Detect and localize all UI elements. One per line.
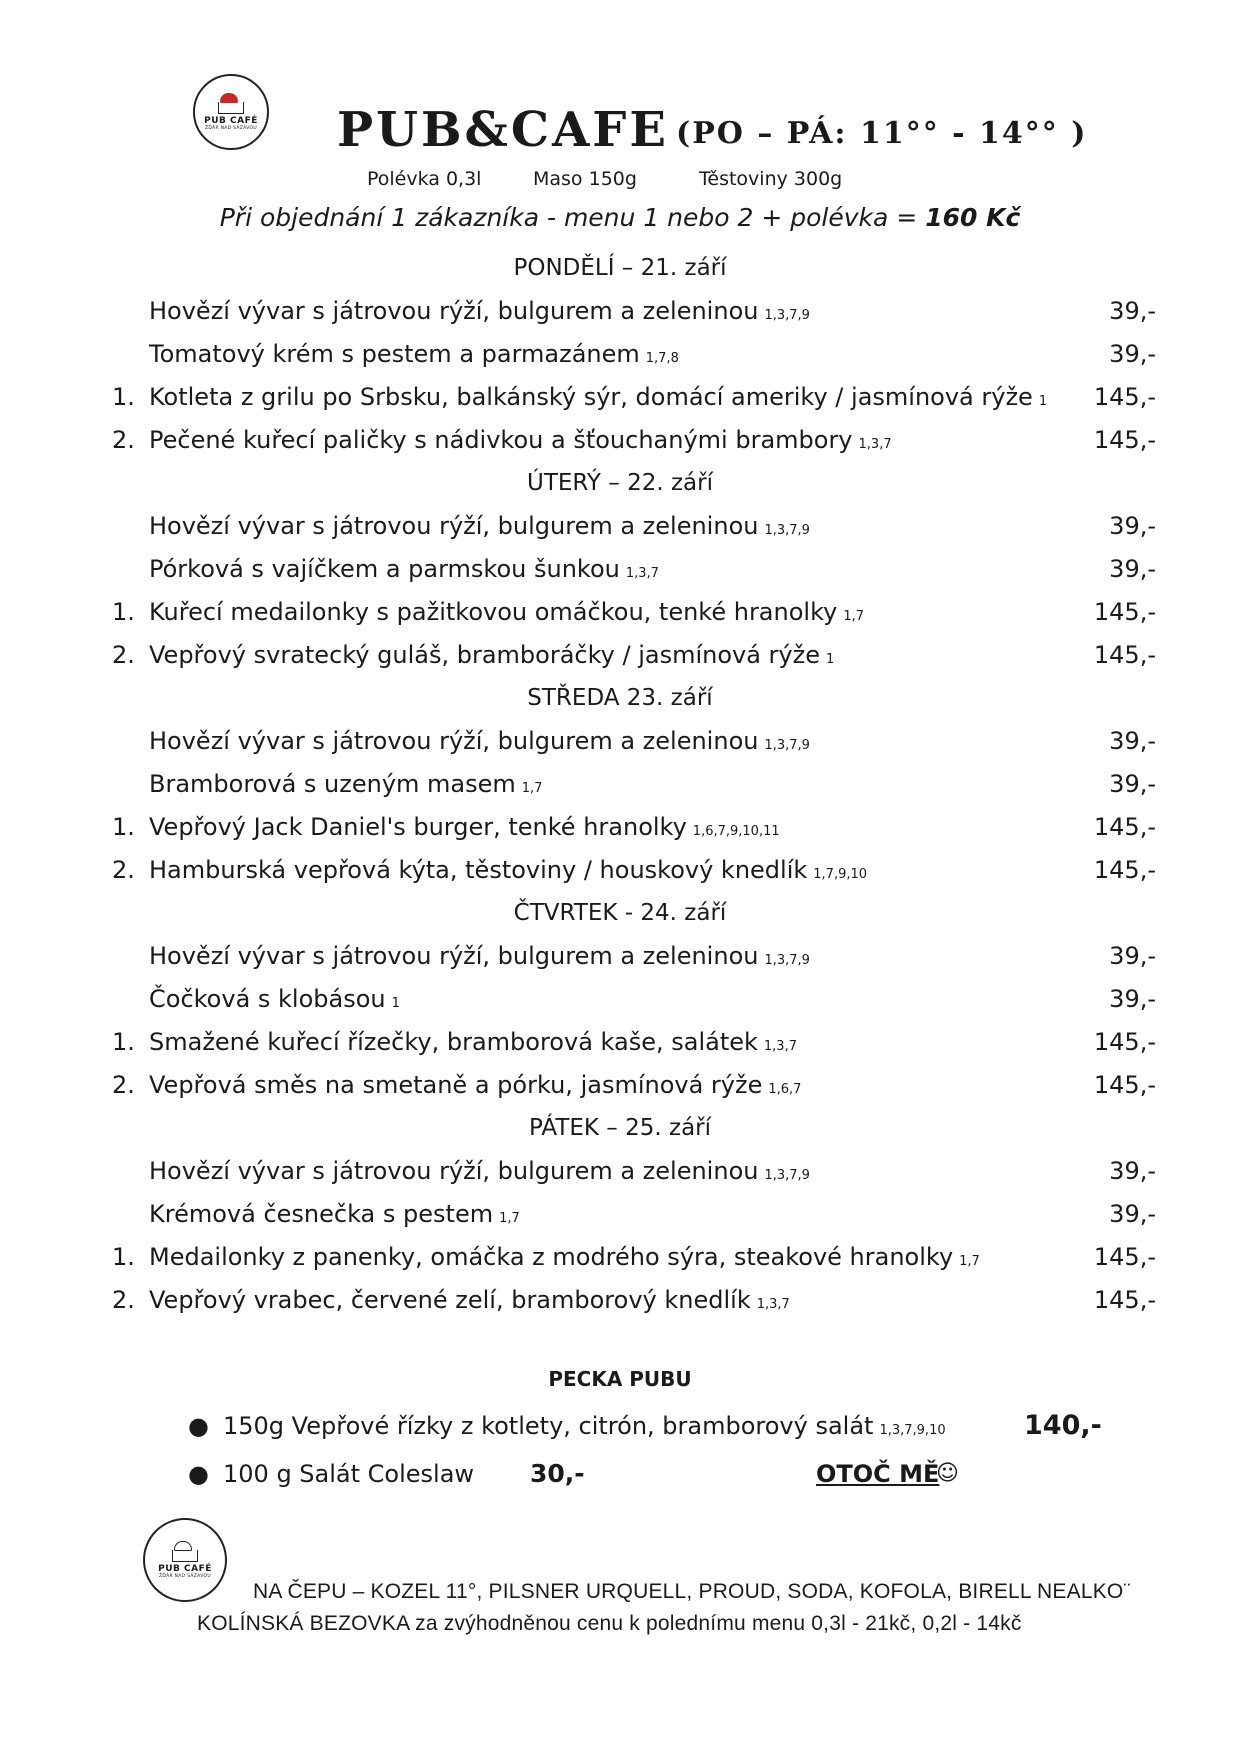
item-price: 39,- (1109, 555, 1156, 583)
item-name (149, 635, 834, 680)
menu-item (0, 334, 1240, 377)
item-name (149, 1065, 801, 1110)
logo-bottom (143, 1518, 227, 1602)
pecka-item (0, 1402, 1240, 1450)
item-allergens: 1,3,7,9 (764, 953, 810, 968)
item-name-text: Čočková s klobásou (149, 985, 386, 1013)
menu-item (0, 1065, 1240, 1108)
menu-item (0, 1280, 1240, 1323)
item-allergens: 1,3,7 (625, 566, 659, 581)
item-price: 39,- (1109, 340, 1156, 368)
item-name (149, 850, 867, 895)
item-name (149, 549, 659, 594)
pecka-item-name-text: 150g Vepřové řízky z kotlety, citrón, bramborový salát (223, 1412, 874, 1440)
item-name (149, 807, 780, 852)
pecka-item-allergens: 1,3,7,9,10 (879, 1423, 946, 1438)
item-allergens: 1,3,7 (763, 1039, 797, 1054)
logo-name: PUB CAFÉ (204, 115, 258, 126)
item-allergens: 1,7,9,10 (813, 867, 868, 882)
item-name (149, 1194, 520, 1239)
menu-item (0, 936, 1240, 979)
item-number: 1. (112, 1243, 135, 1271)
weekly-menu (0, 248, 1240, 1323)
item-number: 1. (112, 1028, 135, 1056)
menu-item (0, 850, 1240, 893)
item-allergens: 1,7 (959, 1254, 980, 1269)
item-price: 145,- (1093, 1243, 1156, 1271)
pecka-item (0, 1450, 1240, 1498)
menu-item (0, 635, 1240, 678)
item-name (149, 377, 1047, 422)
item-name-text: Vepřový Jack Daniel's burger, tenké hranolky (149, 813, 687, 841)
item-name-text: Kotleta z grilu po Srbsku, balkánský sýr, domácí ameriky / jasmínová rýže (149, 383, 1033, 411)
item-name-text: Hovězí vývar s játrovou rýží, bulgurem a zeleninou (149, 512, 759, 540)
portion-meat: Maso 150g (533, 168, 637, 190)
logo-subtitle: ŽĎÁR NAD SÁZAVOU (205, 125, 257, 131)
item-number: 2. (112, 856, 135, 884)
menu-item (0, 721, 1240, 764)
building-icon (216, 93, 246, 115)
pecka-title: PECKA PUBU (548, 1367, 692, 1391)
item-price: 145,- (1093, 856, 1156, 884)
item-allergens: 1,3,7,9 (764, 523, 810, 538)
item-name (149, 1022, 797, 1067)
pecka-list (0, 1402, 1240, 1498)
item-price: 145,- (1093, 1028, 1156, 1056)
item-number: 1. (112, 813, 135, 841)
promo-text: Při objednání 1 zákazníka - menu 1 nebo 2 + polévka = (219, 203, 926, 232)
item-price: 145,- (1093, 383, 1156, 411)
item-name-text: Vepřový svratecký guláš, bramboráčky / jasmínová rýže (149, 641, 820, 669)
item-price: 145,- (1093, 598, 1156, 626)
item-name-text: Vepřový vrabec, červené zelí, bramborový knedlík (149, 1286, 751, 1314)
item-name (149, 1151, 810, 1196)
promo-price: 160 Kč (925, 203, 1021, 232)
footer-tap-list: NA ČEPU – KOZEL 11°, PILSNER URQUELL, PROUD, SODA, KOFOLA, BIRELL NEALKO¨ (253, 1580, 1131, 1603)
item-name-text: Kuřecí medailonky s pažitkovou omáčkou, tenké hranolky (149, 598, 838, 626)
menu-item (0, 592, 1240, 635)
bullet-icon: ● (188, 1460, 209, 1488)
item-name (149, 420, 892, 465)
item-name-text: Pečené kuřecí paličky s nádivkou a šťouchanými brambory (149, 426, 853, 454)
portion-pasta: Těstoviny 300g (699, 168, 843, 190)
item-name (149, 334, 679, 379)
menu-item (0, 549, 1240, 592)
item-price: 39,- (1109, 297, 1156, 325)
bullet-icon: ● (188, 1412, 209, 1440)
menu-item (0, 1151, 1240, 1194)
item-price: 145,- (1093, 641, 1156, 669)
day-heading-friday: PÁTEK – 25. září (528, 1115, 712, 1141)
item-name-text: Vepřová směs na smetaně a pórku, jasmínová rýže (149, 1071, 763, 1099)
day-heading-wednesday: STŘEDA 23. září (527, 685, 713, 711)
item-number: 2. (112, 1286, 135, 1314)
day-heading-monday: PONDĚLÍ – 21. září (513, 255, 727, 281)
item-allergens: 1,3,7,9 (764, 738, 810, 753)
item-name-text: Hamburská vepřová kýta, těstoviny / houskový knedlík (149, 856, 808, 884)
item-price: 39,- (1109, 727, 1156, 755)
menu-item (0, 420, 1240, 463)
item-name (149, 936, 810, 981)
smiley-icon: ☺ (936, 1461, 959, 1486)
item-allergens: 1 (1038, 394, 1048, 409)
item-allergens: 1,6,7 (768, 1082, 802, 1097)
item-number: 1. (112, 383, 135, 411)
footer-drink-offer: KOLÍNSKÁ BEZOVKA za zvýhodněnou cenu k polednímu menu 0,3l - 21kč, 0,2l - 14kč (197, 1612, 1022, 1635)
menu-item (0, 377, 1240, 420)
menu-item (0, 979, 1240, 1022)
pecka-item-price: 140,- (1024, 1410, 1102, 1441)
item-name (149, 1280, 790, 1325)
item-allergens: 1,7 (843, 609, 865, 624)
item-allergens: 1,7 (521, 781, 543, 796)
item-price: 39,- (1109, 942, 1156, 970)
item-name-text: Hovězí vývar s játrovou rýží, bulgurem a zeleninou (149, 297, 759, 325)
item-allergens: 1,3,7,9 (764, 1168, 810, 1183)
day-heading-tuesday: ÚTERÝ – 22. září (527, 470, 713, 496)
item-allergens: 1,7 (499, 1211, 520, 1226)
item-number: 2. (112, 641, 135, 669)
item-price: 39,- (1109, 1200, 1156, 1228)
item-name (149, 1237, 980, 1282)
opening-hours: (PO – PÁ: 11°° - 14°° ) (676, 116, 1088, 151)
item-allergens: 1 (391, 996, 400, 1011)
item-name-text: Hovězí vývar s játrovou rýží, bulgurem a zeleninou (149, 1157, 759, 1185)
turn-over-note: OTOČ MĚ (816, 1460, 940, 1488)
item-name (149, 291, 810, 336)
promo-line (0, 203, 1240, 232)
page-title: PUB&CAFE (337, 102, 669, 158)
menu-item (0, 807, 1240, 850)
item-number: 2. (112, 426, 135, 454)
item-price: 145,- (1093, 1286, 1156, 1314)
menu-item (0, 1237, 1240, 1280)
item-allergens: 1,7,8 (645, 351, 679, 366)
item-name-text: Medailonky z panenky, omáčka z modrého sýra, steakové hranolky (149, 1243, 954, 1271)
item-allergens: 1 (825, 652, 835, 667)
item-price: 39,- (1109, 770, 1156, 798)
pecka-item-name (223, 1402, 946, 1455)
item-number: 1. (112, 598, 135, 626)
item-name-text: Pórková s vajíčkem a parmskou šunkou (149, 555, 620, 583)
item-name-text: Smažené kuřecí řízečky, bramborová kaše, salátek (149, 1028, 758, 1056)
item-name-text: Krémová česnečka s pestem (149, 1200, 494, 1228)
menu-item (0, 764, 1240, 807)
item-allergens: 1,3,7,9 (764, 308, 810, 323)
pecka-item-name: 100 g Salát Coleslaw (223, 1460, 475, 1488)
menu-item (0, 1194, 1240, 1237)
item-allergens: 1,3,7 (858, 437, 892, 452)
item-number: 2. (112, 1071, 135, 1099)
menu-item (0, 1022, 1240, 1065)
item-allergens: 1,3,7 (756, 1297, 790, 1312)
logo-name: PUB CAFÉ (158, 1563, 212, 1574)
item-name-text: Hovězí vývar s játrovou rýží, bulgurem a zeleninou (149, 942, 759, 970)
portion-soup: Polévka 0,3l (367, 168, 482, 190)
item-price: 145,- (1093, 426, 1156, 454)
day-heading-thursday: ČTVRTEK - 24. září (513, 900, 727, 926)
item-name (149, 506, 810, 551)
item-allergens: 1,6,7,9,10,11 (692, 824, 780, 839)
menu-item (0, 291, 1240, 334)
item-name-text: Hovězí vývar s játrovou rýží, bulgurem a zeleninou (149, 727, 759, 755)
portion-sizes (0, 168, 1240, 192)
building-icon (170, 1541, 200, 1563)
item-name-text: Tomatový krém s pestem a parmazánem (149, 340, 640, 368)
item-name (149, 979, 400, 1024)
item-price: 39,- (1109, 512, 1156, 540)
logo-subtitle: ŽĎÁR NAD SÁZAVOU (159, 1573, 211, 1579)
item-price: 145,- (1093, 1071, 1156, 1099)
logo-top (193, 74, 269, 150)
item-price: 39,- (1109, 1157, 1156, 1185)
item-price: 145,- (1093, 813, 1156, 841)
item-name-text: Bramborová s uzeným masem (149, 770, 516, 798)
item-price: 39,- (1109, 985, 1156, 1013)
pecka-item-price: 30,- (530, 1459, 585, 1488)
item-name (149, 764, 542, 809)
item-name (149, 721, 810, 766)
menu-item (0, 506, 1240, 549)
item-name (149, 592, 864, 637)
